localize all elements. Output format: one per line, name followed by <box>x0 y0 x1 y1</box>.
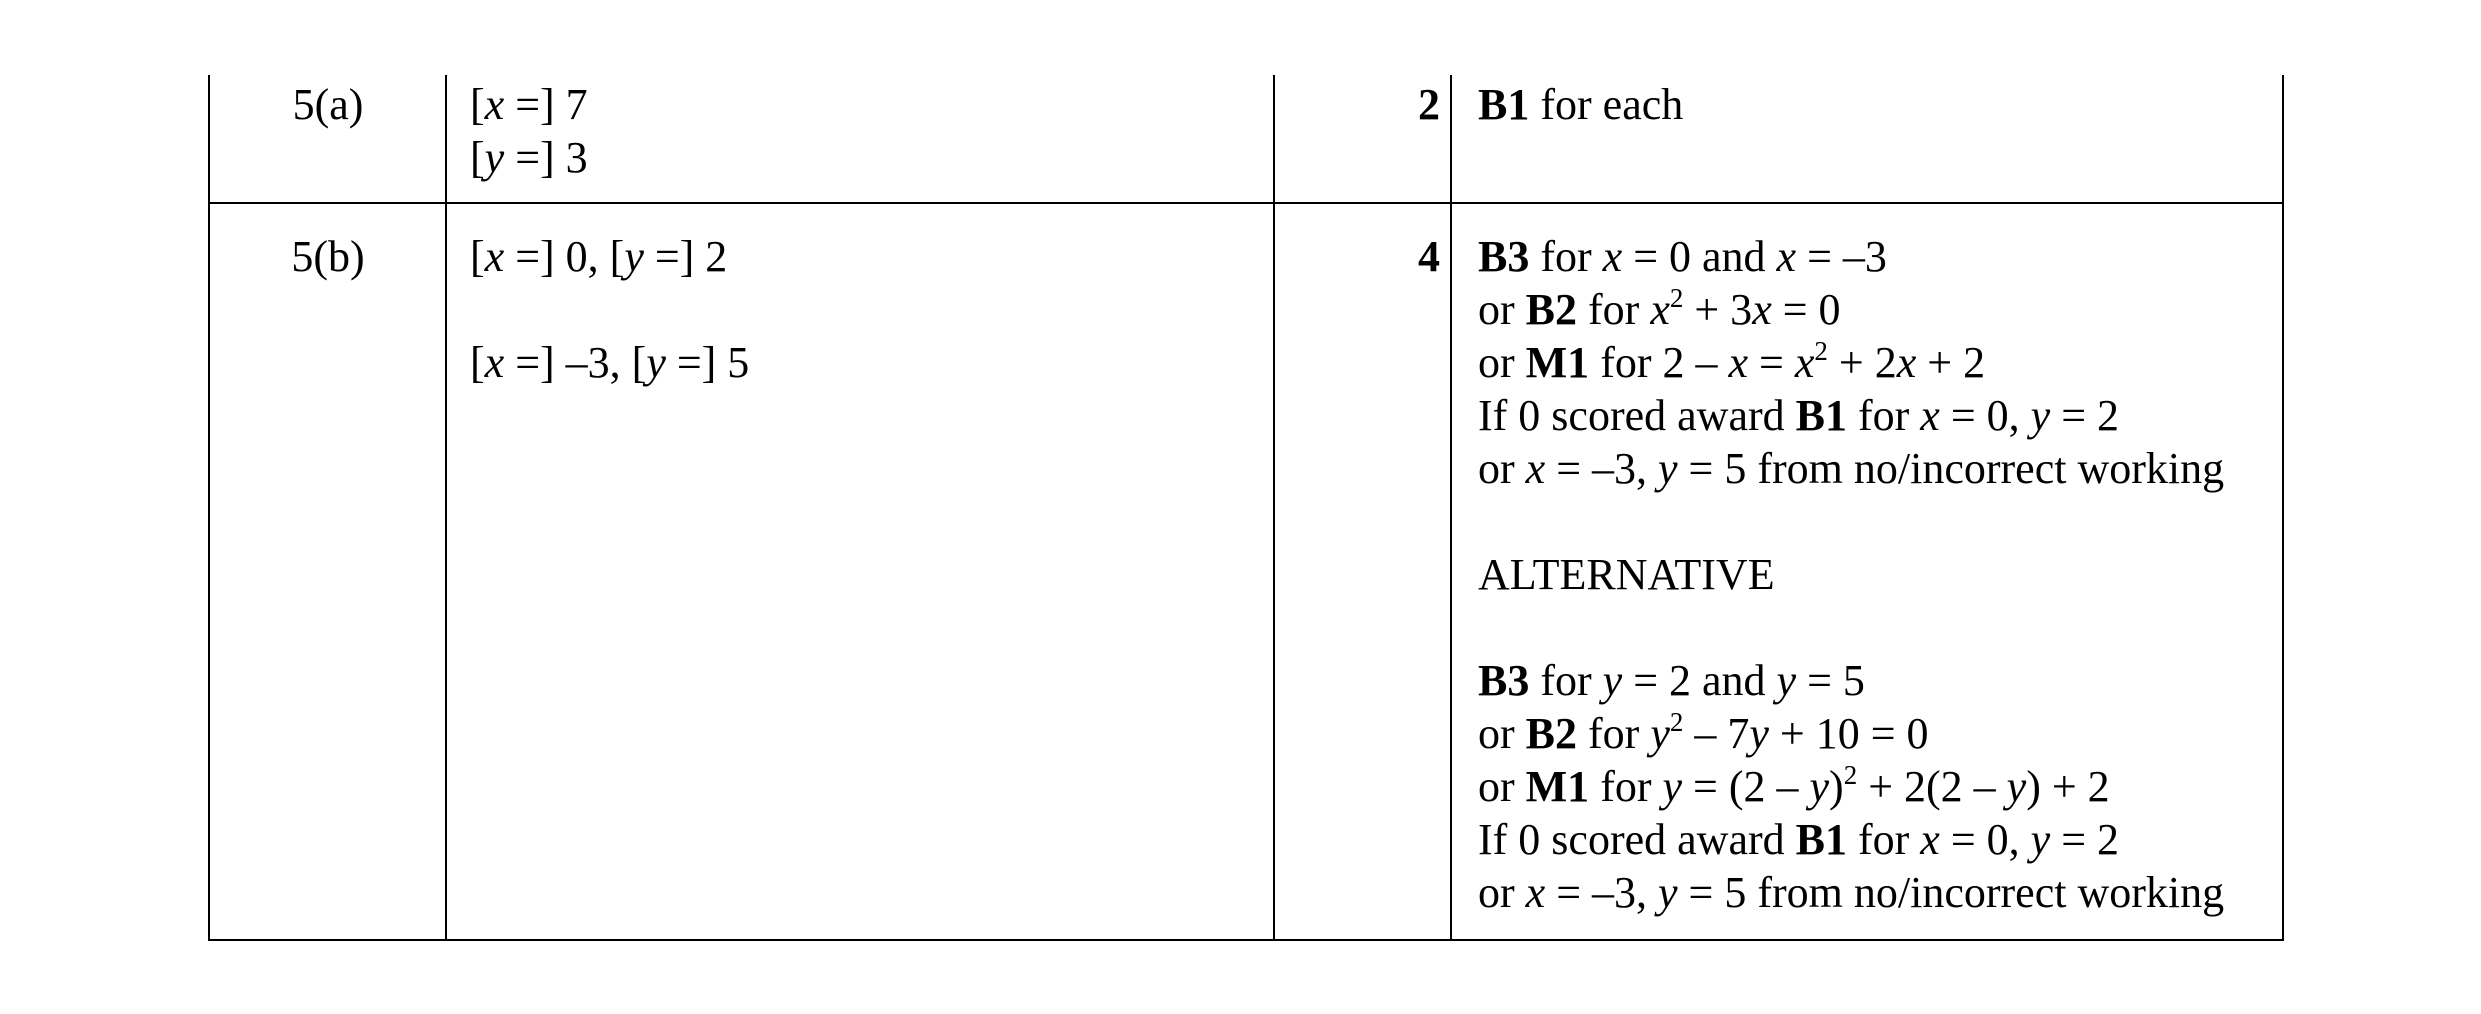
guidance-line: or M1 for $2 - x = x^2 + 2x + 2$ <box>1478 336 1986 387</box>
column-divider <box>1450 75 1452 939</box>
answer-line: [x =] 0, [y =] 2 <box>470 232 728 281</box>
guidance-line: B3 for x = 0 and x = –3 <box>1478 232 1887 281</box>
guidance-line: B3 for y = 2 and y = 5 <box>1478 656 1865 705</box>
mark-scheme-table <box>208 75 2284 941</box>
answer-cell <box>470 78 588 184</box>
guidance-line: or x = –3, y = 5 from no/incorrect working <box>1478 868 2225 917</box>
spacer <box>1478 601 2224 654</box>
answer-line: [x =] –3, [y =] 5 <box>470 338 750 387</box>
marks-value: 2 <box>1418 80 1440 129</box>
guidance-cell <box>1478 230 2224 919</box>
guidance-line: B1 for each <box>1478 80 1684 129</box>
answer-cell <box>470 230 749 389</box>
column-divider <box>1273 75 1275 939</box>
guidance-cell <box>1478 78 1683 131</box>
question-number: 5(b) <box>291 232 365 281</box>
answer-line: [y =] 3 <box>470 133 588 182</box>
guidance-line: or B2 for $x^2 + 3x = 0$ <box>1478 283 1841 334</box>
spacer <box>1478 495 2224 548</box>
row-divider <box>210 202 2282 204</box>
question-number: 5(a) <box>292 80 364 129</box>
guidance-line: If 0 scored award B1 for x = 0, y = 2 <box>1478 815 2120 864</box>
column-divider <box>445 75 447 939</box>
answer-line: [x =] 7 <box>470 80 588 129</box>
guidance-line: ALTERNATIVE <box>1478 550 1775 599</box>
guidance-line: If 0 scored award B1 for x = 0, y = 2 <box>1478 391 2120 440</box>
guidance-line: or B2 for $y^2 - 7y + 10 = 0$ <box>1478 707 1929 758</box>
marks-value: 4 <box>1418 232 1440 281</box>
guidance-line: or M1 for y = (2 – y)$^2$ + 2(2 – y) + 2 <box>1478 760 2110 811</box>
spacer <box>470 283 749 336</box>
guidance-line: or x = –3, y = 5 from no/incorrect working <box>1478 444 2225 493</box>
